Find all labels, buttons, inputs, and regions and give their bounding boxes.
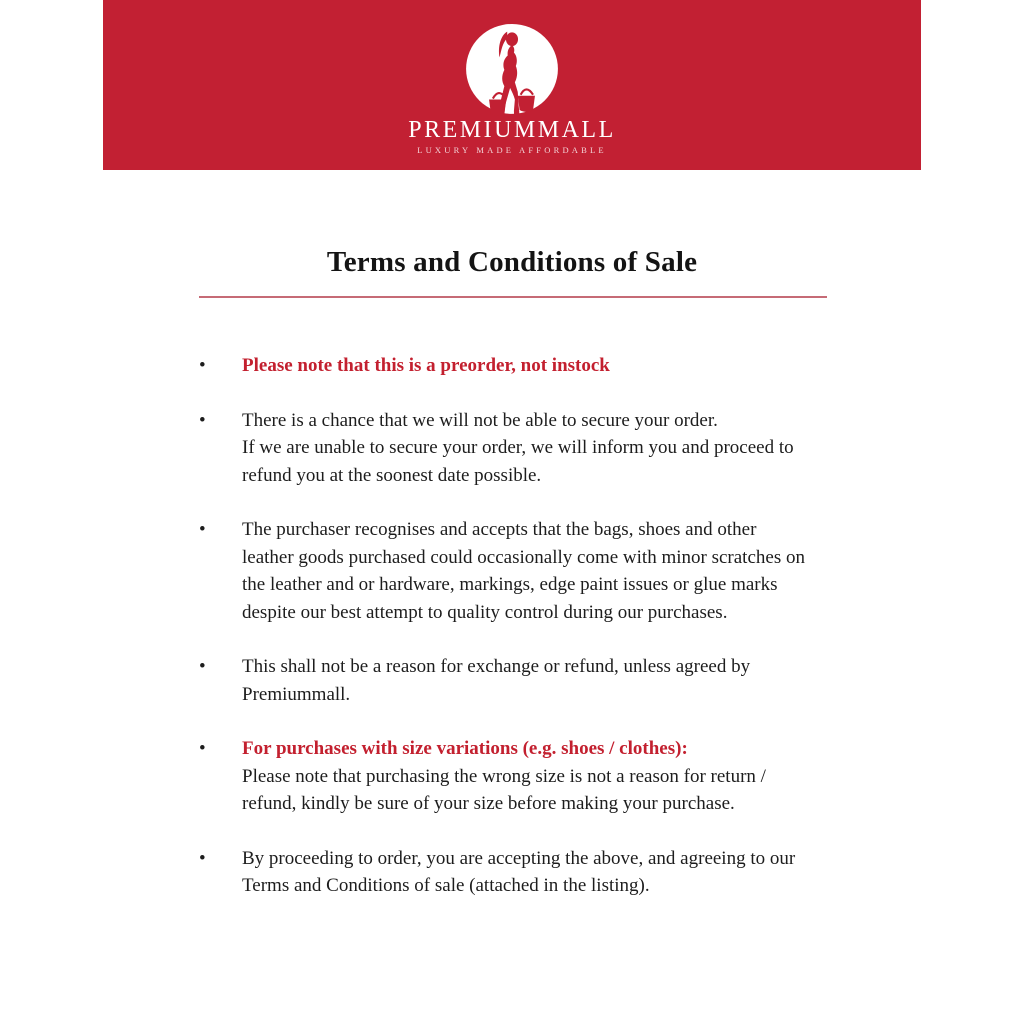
list-item: [199, 516, 859, 626]
list-item: [199, 653, 859, 708]
term-line: This shall not be a reason for exchange or refund, unless agreed by: [242, 656, 751, 677]
term-text: [242, 407, 794, 490]
term-line: Please note that purchasing the wrong size is not a reason for return /: [242, 765, 766, 787]
list-item: [199, 845, 859, 900]
bullet-icon: •: [199, 738, 206, 759]
term-text: [242, 845, 795, 900]
list-item: [199, 735, 859, 818]
term-text: [242, 735, 766, 818]
brand-banner: [103, 0, 921, 170]
page-title: Terms and Conditions of Sale: [326, 246, 698, 278]
term-line: There is a chance that we will not be able to secure your order.: [242, 409, 718, 431]
term-line: refund, kindly be sure of your size before making your purchase.: [242, 793, 735, 814]
term-text: [242, 653, 750, 708]
term-line: By proceeding to order, you are accepting the above, and agreeing to our: [242, 847, 796, 869]
term-line: refund you at the soonest date possible.: [242, 464, 542, 486]
brand-tagline: LUXURY MADE AFFORDABLE: [417, 145, 607, 155]
term-line: despite our best attempt to quality control during our purchases.: [242, 601, 728, 623]
term-line: Please note that this is a preorder, not instock: [242, 355, 610, 376]
bullet-icon: •: [199, 847, 206, 869]
title-divider: [199, 296, 827, 298]
brand-name: PREMIUMMALL: [408, 117, 616, 143]
list-item: [199, 352, 859, 380]
bullet-icon: •: [199, 409, 206, 431]
bullet-icon: •: [199, 656, 206, 677]
term-line: the leather and or hardware, markings, edge paint issues or glue marks: [242, 574, 778, 595]
term-line: If we are unable to secure your order, we will inform you and proceed to: [242, 437, 794, 458]
list-item: [199, 407, 859, 490]
term-line: The purchaser recognises and accepts that the bags, shoes and other: [242, 519, 757, 540]
term-text: [242, 352, 610, 380]
terms-list: [199, 352, 859, 927]
term-line: For purchases with size variations (e.g. shoes / clothes):: [242, 738, 688, 759]
bullet-icon: •: [199, 519, 206, 540]
term-line: Terms and Conditions of sale (attached in the listing).: [242, 875, 650, 896]
bullet-icon: •: [199, 355, 206, 376]
term-text: [242, 516, 805, 626]
term-line: leather goods purchased could occasionally come with minor scratches on: [242, 546, 805, 568]
term-line: Premiummall.: [242, 683, 351, 705]
